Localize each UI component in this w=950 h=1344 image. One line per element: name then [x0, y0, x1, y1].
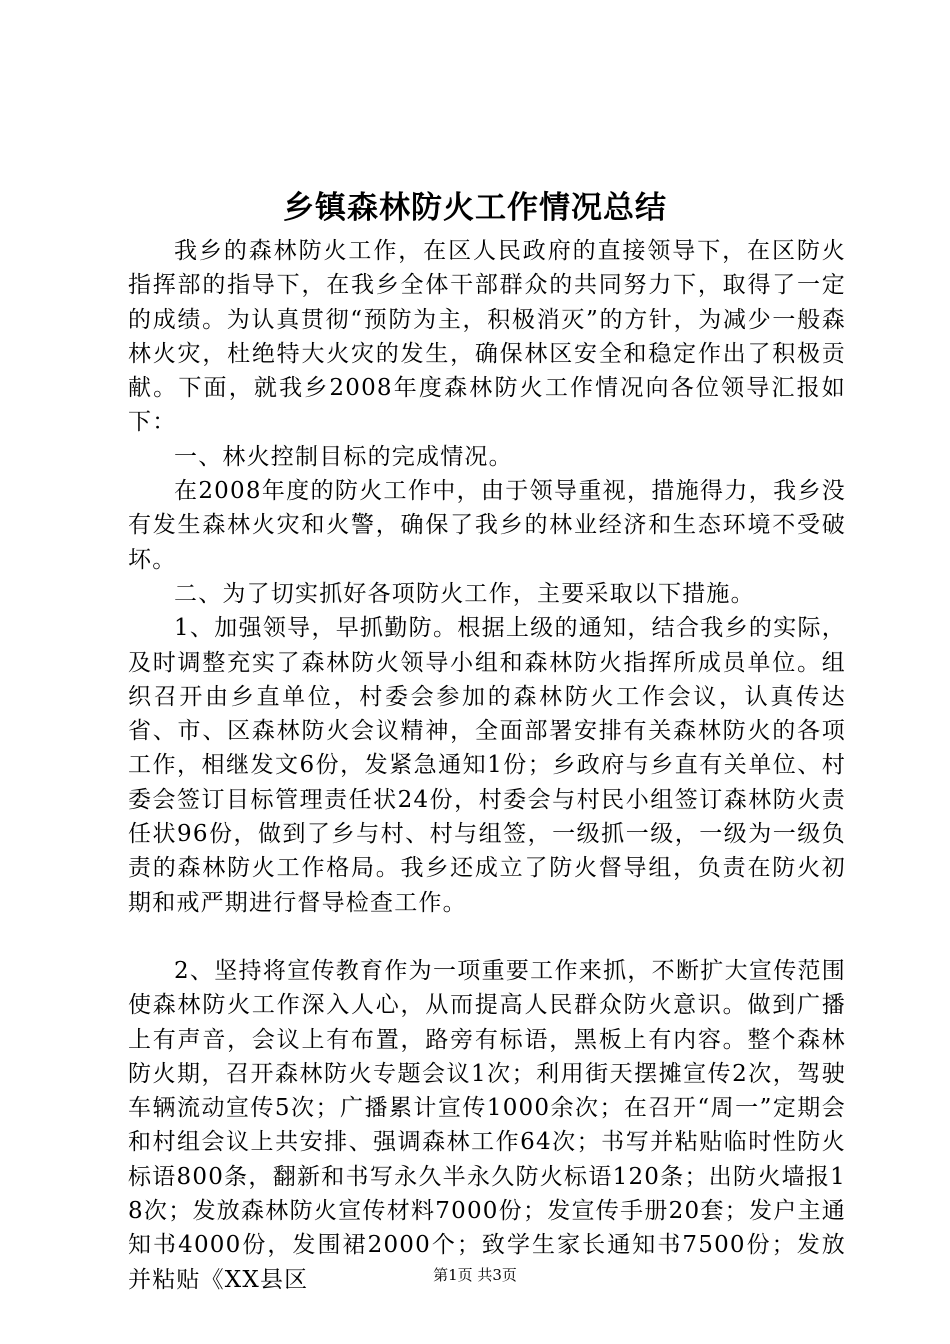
paragraph-section-1: 在2008年度的防火工作中，由于领导重视，措施得力，我乡没有发生森林火灾和火警，确保了我乡的林业经济和生态环境不受破坏。	[128, 478, 846, 573]
document-body	[128, 234, 846, 1297]
heading-section-1: 一、林火控制目标的完成情况。	[174, 443, 513, 470]
paragraph-measure-2: 2、坚持将宣传教育作为一项重要工作来抓，不断扩大宣传范围使森林防火工作深入人心，从而提高人民群众防火意识。做到广播上有声音，会议上有布置，路旁有标语，黑板上有内容。整个森林防火期，召开森林防火专题会议1次；利用街天摆摊宣传2次，驾驶车辆流动宣传5次；广播累计宣传1000余次；在召开“周一”定期会和村组会议上共安排、强调森林工作64次；书写并粘贴临时性防火标语800条，翻新和书写永久半永久防火标语120条；出防火墙报18次；发放森林防火宣传材料7000份；发宣传手册20套；发户主通知书4000份，发围裙2000个；致学生家长通知书7500份；发放并粘贴《XX县区	[128, 957, 846, 1293]
paragraph-measure-1: 1、加强领导，早抓勤防。根据上级的通知，结合我乡的实际，及时调整充实了森林防火领导小组和森林防火指挥所成员单位。组织召开由乡直单位，村委会参加的森林防火工作会议，认真传达省、市、区森林防火会议精神，全面部署安排有关森林防火的各项工作，相继发文6份，发紧急通知1份；乡政府与乡直有关单位、村委会签订目标管理责任状24份，村委会与村民小组签订森林防火责任状96份，做到了乡与村、村与组签，一级抓一级，一级为一级负责的森林防火工作格局。我乡还成立了防火督导组，负责在防火初期和戒严期进行督导检查工作。	[128, 615, 846, 916]
heading-section-2: 二、为了切实抓好各项防火工作，主要采取以下措施。	[174, 580, 755, 607]
document-title: 乡镇森林防火工作情况总结	[283, 190, 667, 226]
page-footer: 第1页 共3页	[433, 1266, 517, 1284]
paragraph-intro: 我乡的森林防火工作，在区人民政府的直接领导下，在区防火指挥部的指导下，在我乡全体干部群众的共同努力下，取得了一定的成绩。为认真贯彻“预防为主，积极消灭”的方针，为减少一般森林火灾，杜绝特大火灾的发生，确保林区安全和稳定作出了积极贡献。下面，就我乡2008年度森林防火工作情况向各位领导汇报如下：	[128, 238, 846, 436]
